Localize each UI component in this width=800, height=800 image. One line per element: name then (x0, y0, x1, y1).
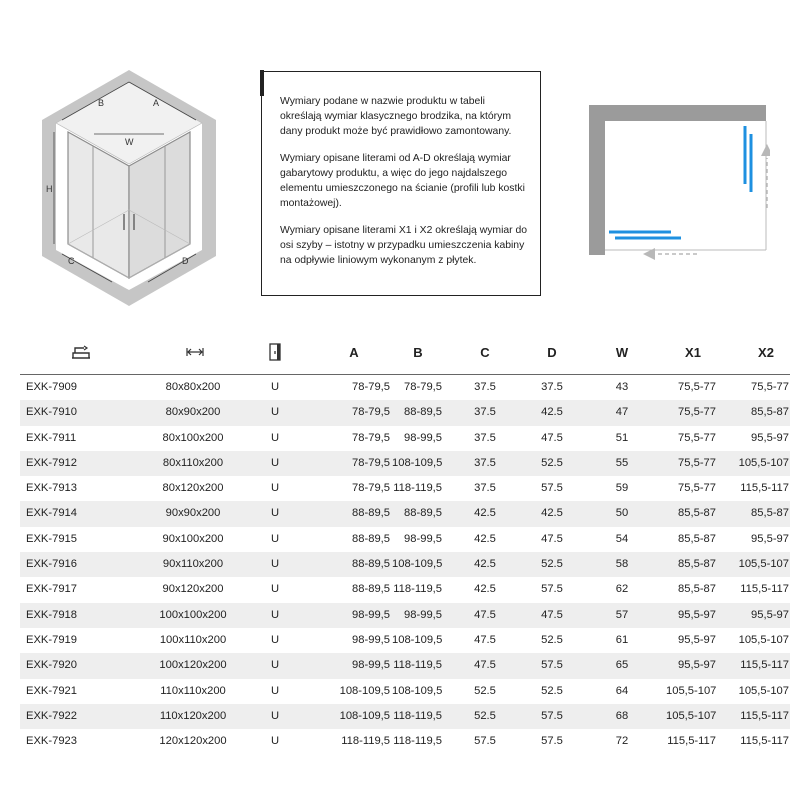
dim-c: 47.5 (474, 659, 496, 672)
dim-x2: 75,5-77 (751, 381, 789, 393)
info-note (261, 71, 541, 296)
dim-x1: 85,5-87 (678, 583, 716, 596)
dim-x2: 105,5-107 (738, 684, 789, 697)
dim-c: 37.5 (474, 381, 496, 393)
dim-a: 78-79,5 (352, 431, 390, 444)
table-row (20, 704, 790, 729)
table-row (20, 426, 790, 451)
table-row (20, 628, 790, 653)
dim-x1: 105,5-107 (666, 709, 717, 722)
product-code: EXK-7909 (26, 381, 77, 393)
dim-b: 118-119,5 (393, 482, 442, 495)
dim-b: 108-109,5 (392, 684, 443, 697)
dim-a: 78-79,5 (352, 406, 390, 419)
dim-x2: 85,5-87 (751, 406, 789, 419)
profile-type: U (270, 709, 280, 722)
label-d: D (182, 256, 189, 266)
dim-b: 88-89,5 (404, 406, 442, 419)
dimensions-table (20, 330, 790, 754)
dim-w: 54 (615, 532, 629, 545)
profile-type: U (270, 583, 280, 596)
dimensions: 90x90x200 (165, 507, 221, 520)
note-paragraph-1: Wymiary podane w nazwie produktu w tabeli określają wymiar klasycznego brodzika, na którym dany produkt może być prawidłowo zamontowany. (280, 96, 512, 137)
dim-c: 42.5 (474, 507, 496, 520)
dim-c: 37.5 (474, 456, 496, 469)
dim-a: 98-99,5 (352, 659, 390, 672)
product-code: EXK-7921 (26, 684, 77, 697)
profile-type: U (270, 659, 280, 672)
dim-c: 37.5 (474, 406, 496, 419)
product-code: EXK-7919 (26, 633, 77, 646)
profile-type: U (270, 608, 280, 621)
dim-w: 65 (615, 659, 629, 672)
dim-b: 108-109,5 (392, 558, 443, 571)
dim-a: 88-89,5 (352, 583, 390, 596)
dim-x2: 105,5-107 (738, 558, 789, 571)
dim-x1: 75,5-77 (678, 406, 716, 419)
dim-w: 72 (615, 735, 629, 748)
dim-a: 78-79,5 (352, 381, 390, 393)
dim-d: 57.5 (541, 659, 563, 672)
dim-b: 118-119,5 (393, 583, 442, 596)
dimensions: 100x120x200 (159, 659, 227, 672)
note-accent-bar (260, 70, 264, 96)
dim-w: 68 (615, 709, 629, 722)
table-row (20, 400, 790, 425)
header-x2: X2 (758, 344, 774, 360)
dim-x1: 75,5-77 (678, 482, 716, 495)
dim-d: 37.5 (541, 381, 563, 393)
dim-c: 37.5 (474, 482, 496, 495)
label-c: C (68, 256, 75, 266)
label-a: A (153, 98, 160, 108)
dim-c: 47.5 (474, 608, 496, 621)
label-h: H (46, 184, 53, 194)
dim-d: 42.5 (541, 507, 563, 520)
profile-type: U (270, 431, 280, 444)
table-row (20, 476, 790, 501)
dim-b: 98-99,5 (404, 431, 442, 444)
dim-d: 47.5 (541, 532, 563, 545)
product-code: EXK-7922 (26, 709, 77, 722)
dim-w: 57 (615, 608, 629, 621)
product-code: EXK-7923 (26, 735, 77, 748)
dim-x1: 105,5-107 (666, 684, 717, 697)
dim-b: 78-79,5 (404, 381, 442, 393)
profile-type: U (270, 482, 280, 495)
dim-c: 47.5 (474, 633, 496, 646)
dim-b: 108-109,5 (392, 456, 443, 469)
dim-x2: 115,5-117 (740, 659, 789, 672)
dim-d: 52.5 (541, 633, 563, 646)
dim-c: 42.5 (474, 583, 496, 596)
width-arrows-icon (180, 330, 210, 374)
dim-a: 88-89,5 (352, 532, 390, 545)
dim-x2: 85,5-87 (751, 507, 789, 520)
header-w: W (615, 344, 629, 360)
dim-x2: 115,5-117 (740, 735, 789, 748)
dim-w: 62 (615, 583, 629, 596)
dim-b: 98-99,5 (404, 532, 442, 545)
dim-x2: 95,5-97 (751, 532, 789, 545)
dim-w: 47 (615, 406, 629, 419)
dimensions: 80x100x200 (162, 431, 224, 444)
product-code: EXK-7915 (26, 532, 77, 545)
dim-x2: 105,5-107 (738, 633, 789, 646)
profile-type: U (270, 381, 280, 393)
dimensions: 110x110x200 (160, 684, 226, 697)
profile-type: U (270, 456, 280, 469)
dim-b: 118-119,5 (393, 709, 442, 722)
table-row (20, 375, 790, 400)
dim-c: 42.5 (474, 558, 496, 571)
dim-x2: 105,5-107 (738, 456, 789, 469)
wall-left (589, 105, 605, 255)
dim-b: 108-109,5 (392, 633, 443, 646)
product-code: EXK-7917 (26, 583, 77, 596)
table-row (20, 451, 790, 476)
header-b: B (413, 344, 423, 360)
table-row (20, 729, 790, 754)
dim-w: 43 (615, 381, 629, 393)
table-row (20, 552, 790, 577)
dim-c: 52.5 (474, 684, 496, 697)
dim-b: 118-119,5 (393, 659, 442, 672)
dimensions: 80x90x200 (165, 406, 221, 419)
table-row (20, 577, 790, 602)
dim-x1: 95,5-97 (678, 659, 716, 672)
profile-type: U (270, 684, 280, 697)
dim-d: 47.5 (541, 608, 563, 621)
shower-top-view-diagram (585, 100, 770, 270)
dim-x2: 115,5-117 (740, 583, 789, 596)
dim-x1: 95,5-97 (678, 608, 716, 621)
product-code: EXK-7912 (26, 456, 77, 469)
dim-x1: 75,5-77 (678, 381, 716, 393)
dimensions: 120x120x200 (159, 735, 227, 748)
dimensions: 90x100x200 (162, 532, 224, 545)
table-body (20, 375, 790, 754)
dimensions: 80x80x200 (165, 381, 221, 393)
product-code: EXK-7910 (26, 406, 77, 419)
dim-b: 88-89,5 (404, 507, 442, 520)
shower-isometric-diagram (40, 68, 218, 308)
dim-w: 59 (615, 482, 629, 495)
dim-w: 58 (615, 558, 629, 571)
product-code: EXK-7911 (26, 431, 77, 444)
dim-w: 61 (615, 633, 629, 646)
dim-a: 98-99,5 (352, 633, 390, 646)
dim-d: 57.5 (541, 709, 563, 722)
dim-d: 52.5 (541, 456, 563, 469)
dim-x1: 115,5-117 (667, 735, 716, 748)
dimensions: 100x100x200 (159, 608, 227, 621)
dimensions: 80x110x200 (162, 456, 224, 469)
header-x1: X1 (685, 344, 701, 360)
table-row (20, 653, 790, 678)
label-w: W (125, 137, 134, 147)
dim-x1: 75,5-77 (678, 431, 716, 444)
dim-d: 57.5 (541, 583, 563, 596)
product-code: EXK-7914 (26, 507, 77, 520)
dim-x1: 75,5-77 (678, 456, 716, 469)
dim-a: 88-89,5 (352, 507, 390, 520)
shower-tray-icon (66, 330, 96, 374)
header-d: D (547, 344, 557, 360)
dim-x1: 85,5-87 (678, 507, 716, 520)
profile-type: U (270, 406, 280, 419)
product-code: EXK-7916 (26, 558, 77, 571)
dim-c: 52.5 (474, 709, 496, 722)
product-code: EXK-7920 (26, 659, 77, 672)
dim-b: 118-119,5 (393, 735, 442, 748)
dim-x1: 85,5-87 (678, 532, 716, 545)
note-paragraph-2: Wymiary opisane literami od A-D określają wymiar gabarytowy produktu, a więc do jego najdalszego elementu umieszczonego na ścianie (profili lub kostki montażowej). (280, 153, 525, 209)
dim-d: 42.5 (541, 406, 563, 419)
dim-a: 108-109,5 (339, 684, 390, 697)
dim-x2: 95,5-97 (751, 608, 789, 621)
dim-x1: 85,5-87 (678, 558, 716, 571)
table-row (20, 603, 790, 628)
dim-b: 98-99,5 (404, 608, 442, 621)
profile-type: U (270, 507, 280, 520)
note-paragraph-3: Wymiary opisane literami X1 i X2 określają wymiar do osi szyby – istotny w przypadku umieszczenia kabiny na odpływie liniowym wykonanym z płytek. (280, 225, 528, 266)
dim-d: 52.5 (541, 558, 563, 571)
profile-type: U (270, 735, 280, 748)
product-code: EXK-7913 (26, 482, 77, 495)
profile-type: U (270, 558, 280, 571)
table-row (20, 679, 790, 704)
dimensions: 80x120x200 (162, 482, 224, 495)
dim-d: 47.5 (541, 431, 563, 444)
dim-x2: 95,5-97 (751, 431, 789, 444)
dim-x2: 115,5-117 (740, 709, 789, 722)
door-icon (260, 330, 290, 374)
table-row (20, 527, 790, 552)
dim-w: 64 (615, 684, 629, 697)
dim-w: 51 (615, 431, 629, 444)
dim-a: 118-119,5 (341, 735, 390, 748)
product-code: EXK-7918 (26, 608, 77, 621)
table-header (20, 330, 790, 375)
wall-top (589, 105, 766, 121)
dim-a: 98-99,5 (352, 608, 390, 621)
profile-type: U (270, 532, 280, 545)
dimensions: 90x120x200 (162, 583, 224, 596)
dim-c: 57.5 (474, 735, 496, 748)
dim-d: 52.5 (541, 684, 563, 697)
dimensions: 110x120x200 (159, 709, 227, 722)
dim-d: 57.5 (541, 482, 563, 495)
dim-c: 37.5 (474, 431, 496, 444)
table-row (20, 501, 790, 526)
dimensions: 100x110x200 (159, 633, 227, 646)
profile-type: U (270, 633, 280, 646)
dim-w: 55 (615, 456, 629, 469)
dim-a: 108-109,5 (339, 709, 390, 722)
dim-a: 78-79,5 (352, 482, 390, 495)
dim-a: 88-89,5 (352, 558, 390, 571)
dim-w: 50 (615, 507, 629, 520)
dim-c: 42.5 (474, 532, 496, 545)
dim-d: 57.5 (541, 735, 563, 748)
header-c: C (480, 344, 490, 360)
header-a: A (349, 344, 359, 360)
dimensions: 90x110x200 (162, 558, 224, 571)
dim-x2: 115,5-117 (740, 482, 789, 495)
dim-a: 78-79,5 (352, 456, 390, 469)
label-b: B (98, 98, 105, 108)
dim-x1: 95,5-97 (678, 633, 716, 646)
